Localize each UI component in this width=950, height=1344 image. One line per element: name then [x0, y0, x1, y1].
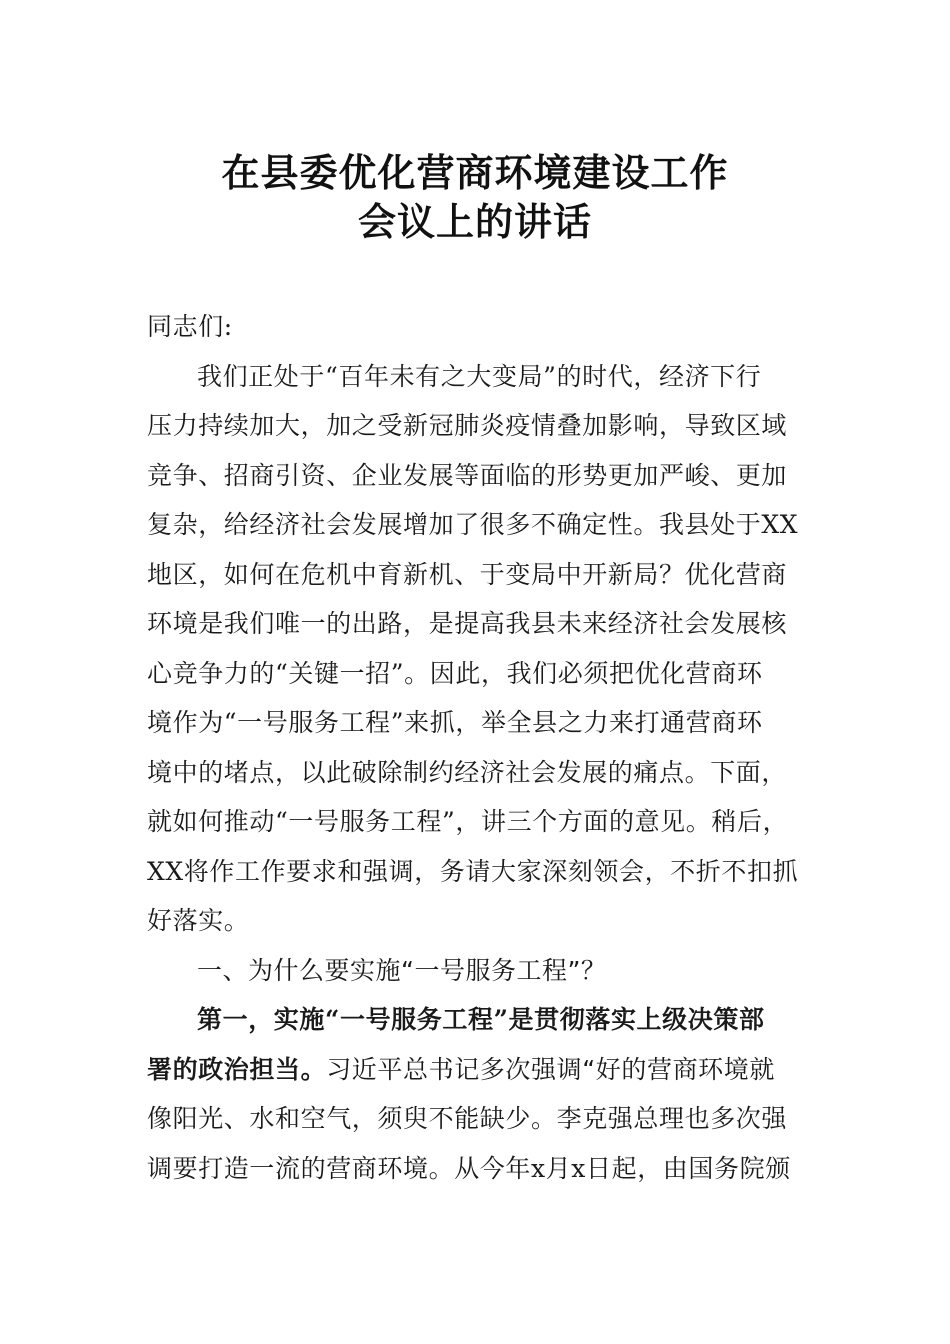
point1-line3-quote: 像阳光、水和空气，须臾不能缺少。 — [147, 1104, 557, 1133]
point1-line3-text: 李克强总理也多次强 — [556, 1104, 788, 1133]
document-title-line2: 会议上的讲话 — [357, 199, 592, 244]
paragraph1-line: 压力持续加大，加之受新冠肺炎疫情叠加影响，导致区域 — [147, 411, 788, 440]
point1-bold-line: 第一，实施“一号服务工程”是贯彻落实上级决策部 — [197, 1005, 765, 1034]
paragraph1-line: 心竞争力的“关键一招”。因此，我们必须把优化营商环 — [147, 658, 763, 688]
paragraph1-line: 复杂，给经济社会发展增加了很多不确定性。我县处于XX — [147, 510, 799, 539]
paragraph1-line: 地区，如何在危机中育新机、于变局中开新局？优化营商 — [147, 559, 788, 589]
paragraph1-line: 环境是我们唯一的出路，是提高我县未来经济社会发展核 — [147, 609, 788, 638]
salutation: 同志们: — [147, 312, 233, 341]
paragraph1-line: 好落实。 — [147, 906, 250, 935]
point1-line4: 调要打造一流的营商环境。从今年x月x日起，由国务院颁 — [147, 1153, 791, 1183]
paragraph1-line: 境作为“一号服务工程”来抓，举全县之力来打通营商环 — [147, 708, 763, 737]
point1-line3 — [147, 1094, 807, 1144]
point1-bold-prefix: 署的政治担当。 — [147, 1054, 327, 1084]
point1-line2 — [147, 1045, 807, 1095]
paragraph1-line: 我们正处于“百年未有之大变局”的时代，经济下行 — [197, 361, 762, 391]
paragraph1-line: XX将作工作要求和强调，务请大家深刻领会，不折不扣抓 — [147, 856, 799, 886]
paragraph1-line: 竞争、招商引资、企业发展等面临的形势更加严峻、更加 — [147, 460, 788, 490]
point1-line2-quote: “好的营商环境就 — [582, 1054, 775, 1084]
document-title-line1: 在县委优化营商环境建设工作 — [221, 150, 729, 195]
document-body — [147, 302, 807, 1193]
section-heading: 一、为什么要实施“一号服务工程”？ — [197, 955, 607, 985]
point1-line2-text: 习近平总书记多次强调 — [326, 1054, 583, 1084]
paragraph1-line: 就如何推动“一号服务工程”，讲三个方面的意见。稍后， — [147, 807, 789, 836]
paragraph1-line: 境中的堵点，以此破除制约经济社会发展的痛点。下面， — [147, 757, 788, 787]
